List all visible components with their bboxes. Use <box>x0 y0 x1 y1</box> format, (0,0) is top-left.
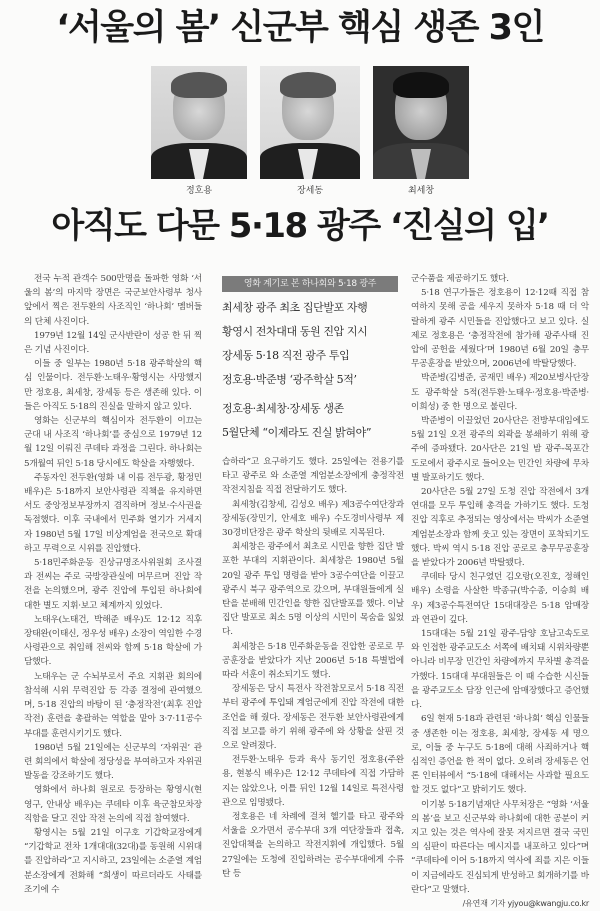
paragraph: 노태우(노태건, 박해준 배우)도 12·12 직후 장태완(이태신, 정우성 배우) 소장이 역임한 수경사령관으로 취임해 전씨와 함께 5·18 학살에 가담했다. <box>24 614 202 668</box>
paragraph: 영화에서 하나회 원로로 등장하는 황영시(현영구, 안내상 배우)는 쿠데타 이후 육군참모차장 직함을 달고 진압 작전 논의에 직접 참여했다. <box>24 785 202 824</box>
paragraph <box>411 798 589 908</box>
paragraph: 정호용은 네 차례에 걸쳐 헬기를 타고 광주와 서울을 오가면서 공수부대 3개 여단장들과 접촉, 진압대책을 논의하고 작전지휘에 개입했다. 5월 27일에는 도청에 진입하려는 공수부대에게 수류탄 등 <box>222 812 404 879</box>
paragraph: 1979년 12월 14일 군사반란이 성공 한 뒤 찍은 기념 사진이다. <box>24 330 202 356</box>
sidebar-line: 장세동 5·18 직전 광주 투입 <box>222 349 350 362</box>
paragraph: 노태우는 군 수뇌부로서 주요 지휘관 회의에 참석해 시위 무력진압 등 각종 결정에 관여했으며, 5·18 진압의 바탕이 된 ‘충정작전’(최후 진압작전) 훈련을 총괄하는 역할을 맡아 3·7·11공수부대를 훈련시키기도 했다. <box>24 671 202 739</box>
headline-top: ‘서울의 봄’ 신군부 핵심 생존 3인 <box>56 8 544 48</box>
photo-row <box>150 66 470 198</box>
paragraph: 최세창(김창세, 김성오 배우) 제3공수여단장과 장세동(장민기, 안세호 배우) 수도경비사령부 제30경비단장은 광주 학살의 뒷배로 지목된다. <box>222 499 404 539</box>
byline: /유연재 기자 yjyou@kwangju.co.kr <box>462 898 589 908</box>
summary-sidebar <box>222 276 402 445</box>
sidebar-line: 황영시 전차대대 동원 진압 지시 <box>222 325 368 338</box>
photo-hair-shape <box>280 72 336 98</box>
paragraph: 1980년 5월 21일에는 신군부의 ‘자위권’ 관련 회의에서 학살에 정당성을 부여하고자 자위권 발동을 강조하기도 했다. <box>24 742 202 782</box>
paragraph: 이들 중 일부는 1980년 5·18 광주학살의 핵심 인물이다. 전두환·노태우·황영시는 사망했지만 정호용, 최세창, 장세동 등은 생존해 있다. 이들은 아직도 5·18의 진실을 말하지 않고 있다. <box>24 359 202 412</box>
photo-card-jung-ho-yong <box>150 66 248 198</box>
article-column-2 <box>222 455 404 881</box>
article-column-3 <box>411 272 589 911</box>
paragraph: 5·18 연구가들은 정호용이 12·12때 직접 참여하지 못해 공을 세우지 못하자 5·18 때 더 악랄하게 광주 시민들을 진압했다고 보고 있다. 실제로 정호용은 ‘충정작전에 참가해 광주사태 진압에 공헌을 세웠다’며 1980년 6월 20일 충무무공훈장을 받았으며, 2006년에 박탈당했다. <box>411 288 589 370</box>
paragraph: 군수품을 제공하기도 했다. <box>411 274 509 284</box>
photo-caption: 정호용 <box>185 186 213 196</box>
photo-hair-shape <box>171 72 227 98</box>
headline-main: 아직도 다문 5·18 광주 ‘진실의 입’ <box>51 206 549 246</box>
photo-card-jang-se-dong <box>261 66 359 198</box>
sidebar-line: 정호용·최세창·장세동 생존 <box>222 402 344 415</box>
portrait-photo <box>151 66 247 179</box>
paragraph: 전국 누적 관객수 500만명을 돌파한 영화 ‘서울의 봄’의 마지막 장면은 국군보안사령부 청사 앞에서 찍은 전두환의 사조직인 ‘하나회’ 멤버들의 단체 사진이다. <box>24 274 202 327</box>
photo-hair-shape <box>393 72 449 98</box>
paragraph: 황영시는 5월 21일 이구호 기갑학교장에게 “기갑학교 전차 1개대대(32대)를 동원해 시위대를 진압하라”고 지시하고, 23일에는 소준열 계엄분소장에게 전화해 “희생이 따르더라도 사태를 조기에 수 <box>24 827 202 895</box>
paragraph: 쿠데타 당시 친구였던 김오랑(오진호, 정해인 배우) 소령을 사살한 박종규(박수종, 이승희 배우) 제3공수특전여단 15대대장은 5·18 암매장과 연관이 깊다. <box>411 572 589 625</box>
sidebar-line: 최세창 광주 최초 집단발포 자행 <box>222 301 368 314</box>
sidebar-line: 정호용·박준병 ‘광주학살 5적’ <box>222 373 357 386</box>
paragraph: 전두환·노태우 등과 육사 동기인 정호용(주완용, 현봉식 배우)은 12·12 쿠데타에 직접 가담하지는 않았으나, 이틀 뒤인 12월 14일로 특전사령관으로 임명됐다. <box>222 755 404 808</box>
photo-card-choi-se-chang <box>372 66 470 198</box>
article-column-1 <box>24 272 202 897</box>
paragraph: 최세창은 광주에서 최초로 시민을 향한 집단 발포한 부대의 지휘관이다. 최세창은 1980년 5월 20일 광주 투입 명령을 받아 3공수여단을 이끌고 광주시 북구 광주역으로 갔으며, 부대원들에게 실탄을 분배해 민간인을 향한 집단발포를 했다. 이날 집단 발포로 최소 5명 이상의 시민이 목숨을 잃었다. <box>222 542 404 638</box>
paragraph: 15대대는 5월 21일 광주-담양 호남고속도로와 인접한 광주교도소 서쪽에 배치돼 시위차량뿐 아니라 비무장 민간인 차량에까지 무차별 총격을 가했다. 15대대 부대원들은 이 때 수습한 시신들을 광주교도소 담장 인근에 암매장했다고 증언했다. <box>411 629 589 711</box>
paragraph: 최세창은 5·18 민주화운동을 진압한 공로로 무공훈장을 받았다가 지난 2006년 5·18 특별법에 따라 서훈이 취소되기도 했다. <box>222 641 404 681</box>
paragraph: 박준병(김병준, 공재민 배우) 제20보병사단장도 광주학살 5적(전두환·노태우·정호용·박준병·이희성) 중 한 명으로 불린다. <box>411 373 589 412</box>
paragraph: 5·18민주화운동 진상규명조사위원회 조사결과 전씨는 주로 국방장관실에 머무르며 진압 작전을 논의했으며, 광주 진압에 투입된 하나회에 대한 별도 지휘·보고 체계까지 있었다. <box>24 558 202 611</box>
photo-caption: 장세동 <box>296 186 324 196</box>
paragraph: 20사단은 5월 27일 도청 진압 작전에서 3개 연대를 모두 투입해 총격을 가하기도 했다. 도청 진압 직후로 추정되는 영상에서는 박씨가 소준열 계엄분소장과 함께 웃고 있는 장면이 포착되기도 했다. 박씨 역시 5·18 진압 공로로 충무무공훈장을 받았다가 2006년 박탈됐다. <box>411 487 589 569</box>
paragraph: 습하라”고 요구하기도 했다. 25일에는 전용기를 타고 광주로 와 소준열 계엄분소장에게 충정작전 작전지침을 직접 전달하기도 했다. <box>222 457 404 496</box>
paragraph: 장세동은 당시 특전사 작전참모로서 5·18 직전부터 광주에 투입돼 계엄군에게 진압 작전에 대한 조언을 해 줬다. 장세동은 전두환 보안사령관에게 직접 보고를 하기 위해 광주에 와 상황을 살핀 것으로 알려졌다. <box>222 684 404 752</box>
paragraph: 박준병이 이끌었던 20사단은 전방부대임에도 5월 21일 오전 광주의 외곽을 봉쇄하기 위해 광주에 증파됐다. 20사단은 21일 밤 광주-목포간 도로에서 광주시로 들어오는 민간인 차량에 무차별 발포하기도 했다. <box>411 416 589 483</box>
paragraph-text: 이기봉 5·18기념재단 사무처장은 “영화 ‘서울의 봄’을 보고 신군부와 하나회에 대한 공분이 커지고 있는 것은 역사에 잘못 저지르면 결국 국민의 심판이 따른다는 메시지를 내포하고 있다”며 “쿠데타에 이어 5·18까지 역사에 죄를 지은 이들이 지금에라도 진심되게 반성하고 회개하기를 바란다”고 말했다. <box>411 799 589 895</box>
portrait-photo <box>260 66 360 179</box>
sidebar-line: 5월단체 “이제라도 진실 밝혀야” <box>222 426 372 439</box>
photo-caption: 최세창 <box>407 186 435 196</box>
sidebar-label: 영화 계기로 본 하나회와 5·18 광주 <box>222 276 398 292</box>
portrait-photo <box>373 66 469 179</box>
paragraph: 영화는 신군부의 핵심이자 전두환이 이끄는 군대 내 사조직 ‘하나회’를 중심으로 1979년 12월 12일 이뤄진 쿠데타 과정을 그린다. 하나회는 5개월여 뒤인 5·18 당시에도 학살을 자행했다. <box>24 416 202 469</box>
paragraph: 6일 현재 5·18과 관련된 ‘하나회’ 핵심 인물들 중 생존한 이는 정호용, 최세창, 장세동 세 명으로, 이들 중 누구도 5·18에 대해 사죄하거나 핵심적인 증언을 한 적이 없다. 오히려 장세동은 언론 인터뷰에서 “5·18에 대해서는 사과할 필요도 할 것도 없다”고 밝히기도 했다. <box>411 714 589 796</box>
paragraph: 주동자인 전두환(영화 내 이름 전두광, 황정민 배우)은 5·18까지 보안사령관 직책을 유지하면서도 중앙정보부장까지 겸직하며 정보·수사권을 독점했다. 이후 국내에서 민주화 열기가 거세지자 1980년 5월 17일 비상계엄을 전국으로 확대하고 무력으로 시위를 진압했다. <box>24 472 202 554</box>
